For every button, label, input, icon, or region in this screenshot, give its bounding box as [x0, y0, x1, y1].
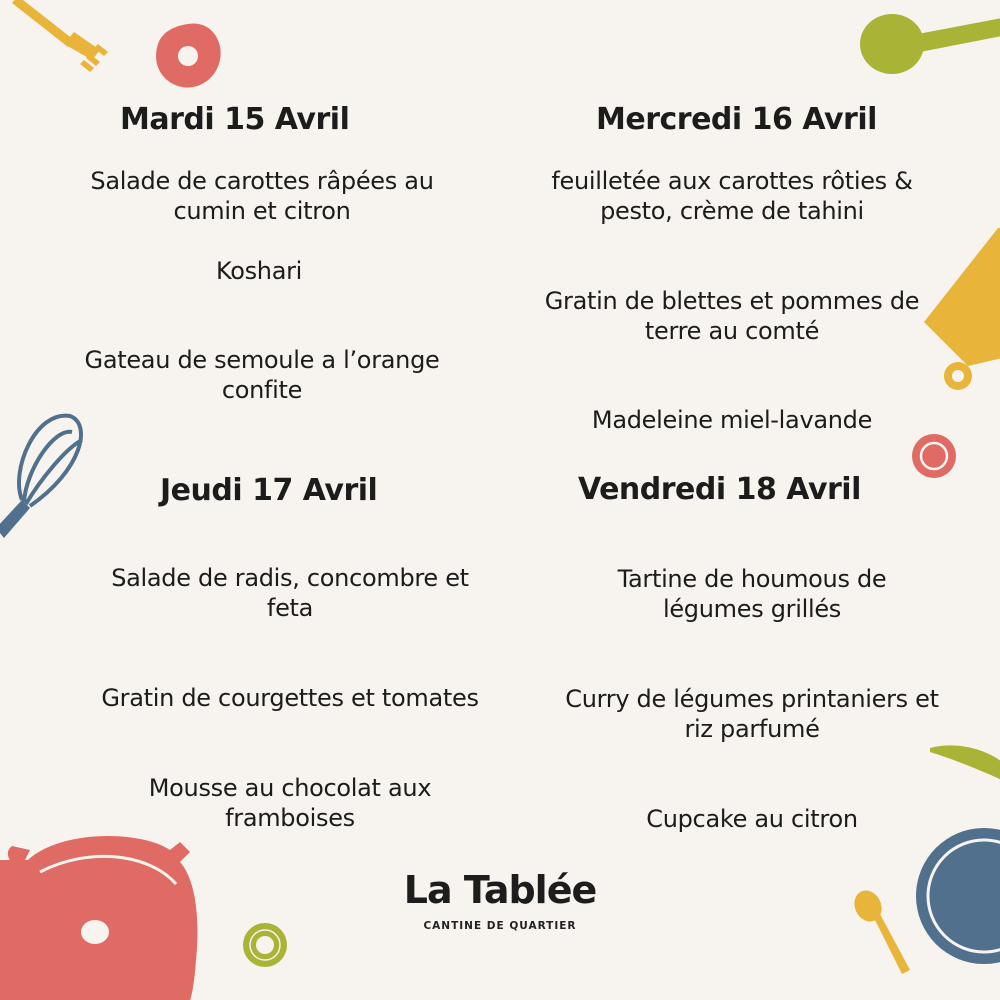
dish-starter: Salade de radis, concombre et feta: [111, 564, 469, 622]
day-title: Jeudi 17 Avril: [160, 473, 378, 508]
logo-tagline: CANTINE DE QUARTIER: [423, 920, 577, 932]
small-plate-icon: [912, 434, 956, 478]
plate-icon: [916, 828, 1000, 964]
spoon-icon: [860, 14, 1000, 74]
donut-icon: [156, 23, 221, 87]
donut-icon: [243, 923, 287, 967]
day-title: Vendredi 18 Avril: [578, 472, 861, 507]
fork-icon: [12, 0, 108, 72]
pot-icon: [0, 836, 197, 1000]
dish-main: Koshari: [215, 257, 303, 285]
dish-dessert: Gateau de semoule a l’orange confite: [84, 346, 440, 404]
dish-main: Gratin de courgettes et tomates: [101, 684, 479, 712]
dish-starter: Tartine de houmous de légumes grillés: [617, 565, 887, 623]
brand-logo: [400, 868, 600, 932]
dish-dessert: Mousse au chocolat aux framboises: [148, 774, 432, 832]
knife-icon: [930, 745, 1000, 780]
day-title: Mercredi 16 Avril: [596, 102, 877, 137]
spoon-icon: [849, 886, 910, 974]
whisk-icon: [0, 416, 82, 538]
logo-name: La Tablée: [403, 868, 597, 912]
dish-main: Curry de légumes printaniers et riz parfumé: [565, 685, 939, 743]
dish-dessert: Madeleine miel-lavande: [591, 406, 873, 434]
day-title: Mardi 15 Avril: [120, 102, 350, 137]
dish-main: Gratin de blettes et pommes de terre au comté: [544, 287, 920, 345]
dish-starter: feuilletée aux carottes rôties & pesto, crème de tahini: [551, 167, 913, 225]
dish-dessert: Cupcake au citron: [646, 805, 858, 833]
dish-starter: Salade de carottes râpées au cumin et citron: [90, 167, 434, 225]
